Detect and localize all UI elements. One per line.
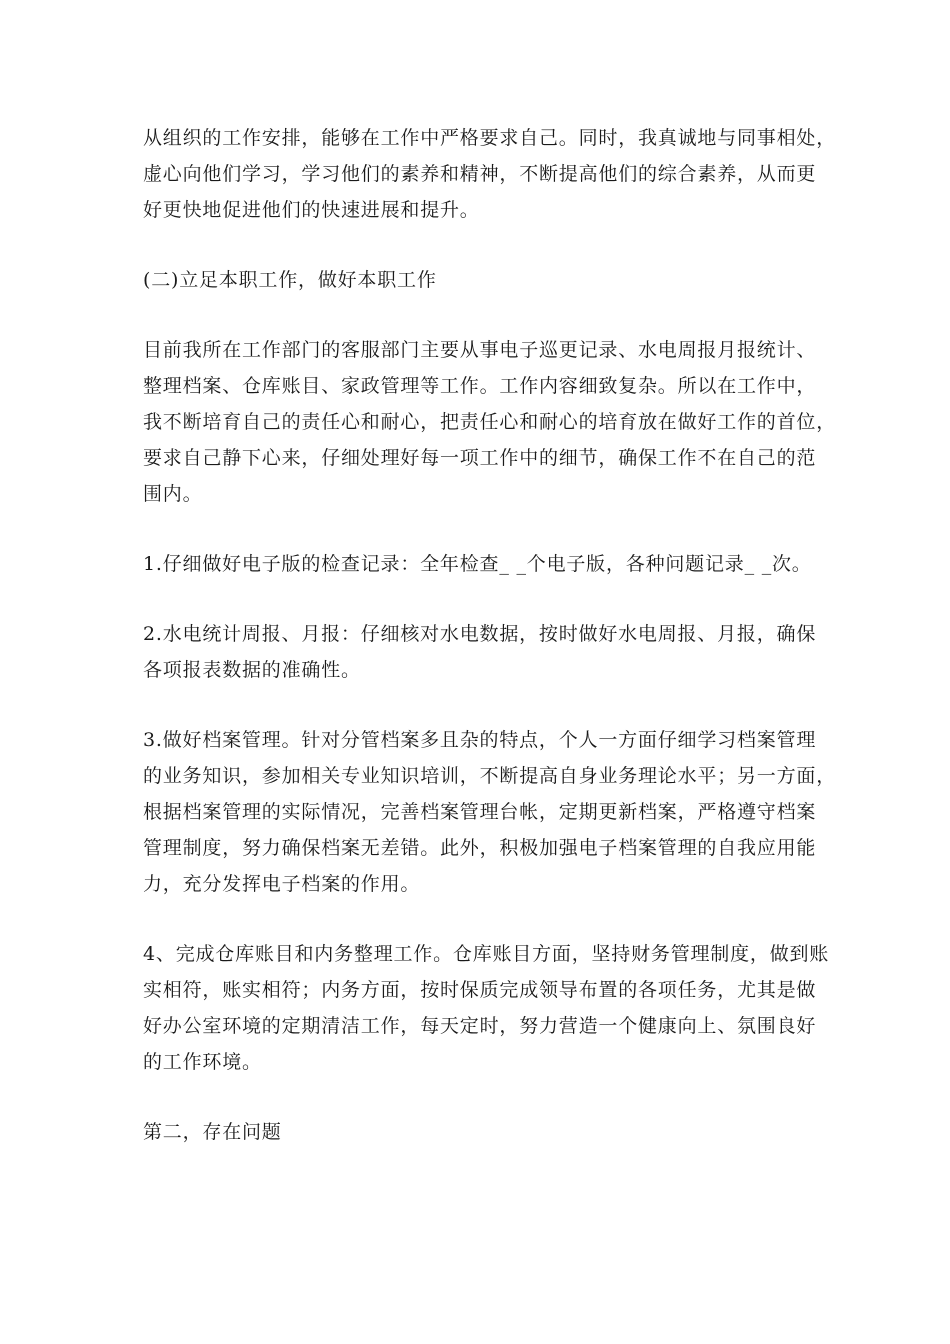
- text-line: 管理制度，努力确保档案无差错。此外，积极加强电子档案管理的自我应用能: [143, 837, 817, 859]
- text-line: 3.做好档案管理。针对分管档案多且杂的特点，个人一方面仔细学习档案管理: [143, 729, 817, 751]
- text-line: 虚心向他们学习，学习他们的素养和精神，不断提高他们的综合素养，从而更: [143, 163, 817, 185]
- text-line: 的业务知识，参加相关专业知识培训，不断提高自身业务理论水平；另一方面，: [143, 765, 837, 787]
- text-line: 力，充分发挥电子档案的作用。: [143, 873, 421, 895]
- text-line: 目前我所在工作部门的客服部门主要从事电子巡更记录、水电周报月报统计、: [143, 339, 817, 361]
- list-item-2: [143, 616, 817, 688]
- list-item-3: [143, 722, 837, 902]
- document-body: [143, 120, 837, 1184]
- text-line: 从组织的工作安排，能够在工作中严格要求自己。同时，我真诚地与同事相处，: [143, 127, 837, 149]
- text-line: 的工作环境。: [143, 1051, 262, 1073]
- section-heading-2: [143, 262, 807, 298]
- text-line: 2.水电统计周报、月报：仔细核对水电数据，按时做好水电周报、月报，确保: [143, 623, 817, 645]
- text-line: 根据档案管理的实际情况，完善档案管理台帐，定期更新档案，严格遵守档案: [143, 801, 817, 823]
- text-line: 整理档案、仓库账目、家政管理等工作。工作内容细致复杂。所以在工作中，: [143, 375, 817, 397]
- heading-text: (二)立足本职工作，做好本职工作: [143, 269, 437, 291]
- text-line: 好办公室环境的定期清洁工作，每天定时，努力营造一个健康向上、氛围良好: [143, 1015, 817, 1037]
- text-line: 1.仔细做好电子版的检查记录：全年检查_ _个电子版，各种问题记录_ _次。: [143, 553, 812, 575]
- section-heading-problems: [143, 1114, 807, 1150]
- text-line: 好更快地促进他们的快速进展和提升。: [143, 199, 480, 221]
- text-line: 实相符，账实相符；内务方面，按时保质完成领导布置的各项任务，尤其是做: [143, 979, 817, 1001]
- text-line: 我不断培育自己的责任心和耐心，把责任心和耐心的培育放在做好工作的首位，: [143, 411, 837, 433]
- text-line: 4、完成仓库账目和内务整理工作。仓库账目方面，坚持财务管理制度，做到账: [143, 943, 830, 965]
- text-line: 各项报表数据的准确性。: [143, 659, 361, 681]
- text-line: 要求自己静下心来，仔细处理好每一项工作中的细节，确保工作不在自己的范: [143, 447, 817, 469]
- paragraph-team-learning: [143, 120, 837, 228]
- list-item-4: [143, 936, 830, 1080]
- heading-text: 第二，存在问题: [143, 1121, 282, 1143]
- paragraph-department-work: [143, 332, 837, 512]
- text-line: 围内。: [143, 483, 203, 505]
- list-item-1: [143, 546, 812, 582]
